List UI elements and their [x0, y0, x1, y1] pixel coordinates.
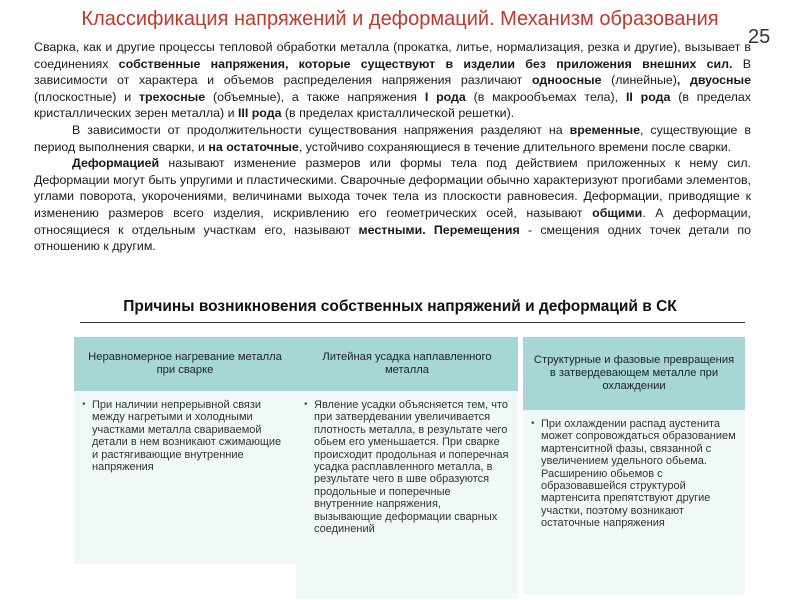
cause-card-body-phase [523, 410, 745, 594]
bullet-icon: • [82, 399, 86, 410]
page-number: 25 [748, 26, 771, 48]
paragraph-stress-types: Сварка, как и другие процессы тепловой обработки металла (прокатка, литье, нормализация, резка и другие), вызывает в соединениях собственные напряжения, которые существуют в изделии без приложения внешних сил. В зависимости от характера и объемов распределения напряжения различают одноосные (линейные), двуосные (плоскостные) и трехосные (объемные), а также напряжения I рода (в макрообъемах тела), II рода (в пределах кристаллических зерен металла) и III рода (в пределах кристаллической решетки). [34, 40, 752, 121]
body-text [34, 39, 751, 255]
cause-card-header-heating: Неравномерное нагревание металла при сварке [74, 337, 296, 391]
cause-card-header-shrinkage: Литейная усадка наплавленного металла [296, 337, 518, 391]
cause-card-body-heating [74, 391, 296, 564]
cause-card-header-phase: Структурные и фазовые превращения в затвердевающем металле при охлаждении [523, 337, 745, 410]
subtitle-divider [80, 322, 745, 323]
cause-card-body-shrinkage [296, 391, 518, 599]
bullet-icon: • [531, 418, 535, 429]
paragraph-stress-duration: В зависимости от продолжительности существования напряжения разделяют на временные, существующие в период выполнения сварки, и на остаточные, устойчиво сохраняющиеся в течение длительного времени после сварки. [34, 122, 751, 154]
cause-card-text: При наличии непрерывной связи между нагретыми и холодными участками металла свариваемой детали в нем возникают сжимающие и растягивающие внутренние напряжения [92, 399, 282, 474]
bullet-icon: • [304, 399, 308, 410]
cause-card-text: При охлаждении распад аустенита может сопровождаться образованием мартенситной фазы, связанной с увеличением удельного обьема. Расширению обьемов с образовавшейся структурой мартенсита препятствуют другие участки, поэтому возникают остаточные напряжения [541, 418, 736, 530]
cause-card-text: Явление усадки объясняется тем, что при затвердевании увеличивается плотность металла, в результате чего обьем его уменьшается. При сварке происходит продольная и поперечная усадка расплавленного металла, в результате чего в шве образуются продольные и поперечные внутренние напряжения, вызывающие деформации сварных соединений [314, 399, 509, 536]
paragraph-deformation: Деформацией называют изменение размеров или формы тела под действием приложенных к нему сил. Деформации могут быть упругими и пластическими. Сварочные деформации обычно характеризуют прогибами элементов, углами поворота, укорочениями, величинами выхода точек тела из плоскости равновесия. Деформации, приводящие к изменению размеров всего изделия, искривлению его геометрических осей, называют общими. А деформации, относящиеся к отдельным участкам его, называют местными. Перемещения - смещения одних точек детали по отношению к другим. [34, 156, 751, 254]
causes-subtitle: Причины возникновения собственных напряжений и деформаций в СК [123, 298, 677, 315]
slide-title: Классификация напряжений и деформаций. Механизм образования [81, 8, 719, 30]
